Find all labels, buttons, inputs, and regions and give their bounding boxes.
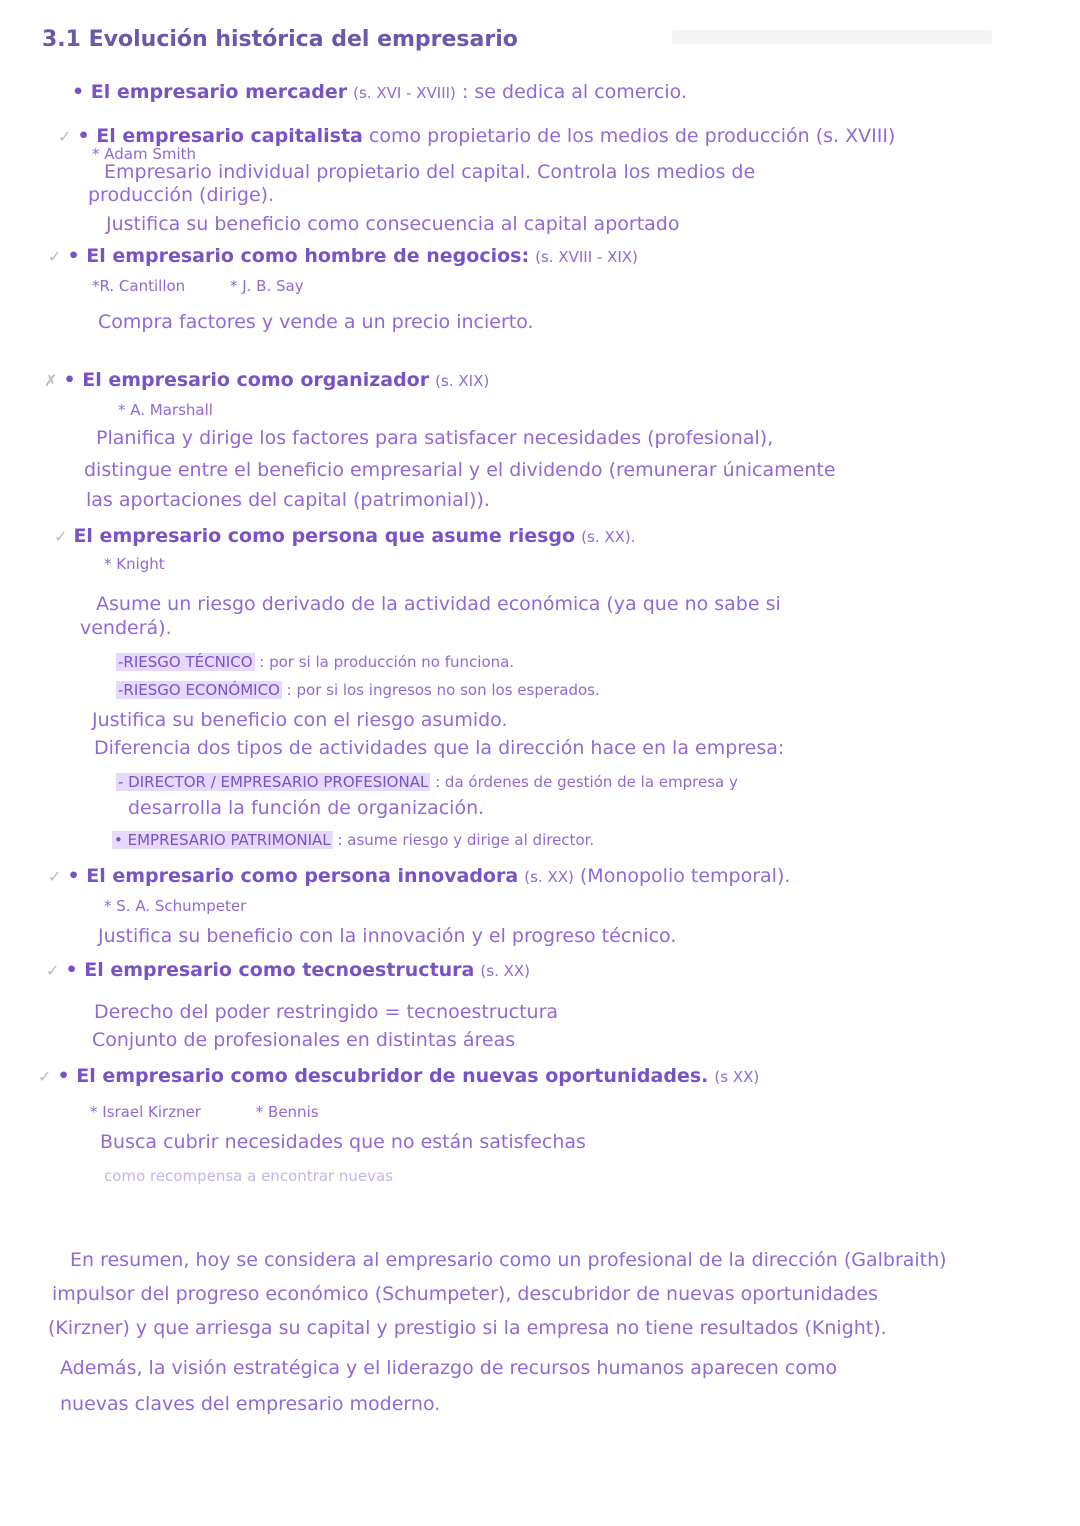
riesgo-tecnico [116,650,514,674]
text-line: Conjunto de profesionales en distintas áreas [92,1029,516,1051]
period: (s XX) [714,1068,760,1086]
faint-header-strip [672,30,992,44]
text-line: venderá). [80,617,172,639]
section-descubridor-heading [38,1064,759,1089]
text-line: Empresario individual propietario del capital. Controla los medios de [104,161,756,183]
heading: • El empresario como organizador [63,369,430,391]
text-line: desarrolla la función de organización. [128,797,485,819]
heading: El empresario como persona que asume riesgo [73,525,576,547]
term-label: • EMPRESARIO PATRIMONIAL [114,831,331,849]
author: * A. Marshall [118,401,213,419]
author: * Israel Kirzner [90,1103,201,1121]
term-text: : por si los ingresos no son los esperados. [286,681,600,699]
author: * Knight [104,555,165,573]
period: (s. XX). [581,528,636,546]
section-negocios-heading [48,244,638,269]
author: * Bennis [255,1103,319,1121]
period: (s. XIX) [435,372,490,390]
heading-rest: como propietario de los medios de producción (s. XVIII) [368,125,896,147]
text-line: Planifica y dirige los factores para satisfacer necesidades (profesional), [96,427,774,449]
text-line: producción (dirige). [88,184,275,206]
period: (s. XVIII - XIX) [535,248,638,266]
patrimonial-item [112,828,594,852]
text-line: Justifica su beneficio con la innovación y el progreso técnico. [98,925,677,947]
heading: • El empresario como descubridor de nuevas oportunidades. [57,1065,709,1087]
term-label: - DIRECTOR / EMPRESARIO PROFESIONAL [118,773,429,791]
heading: • El empresario capitalista [77,125,363,147]
heading: • El empresario como persona innovadora [67,865,519,887]
section-innovadora-heading [48,864,790,889]
section-tecnoestructura-heading [46,958,530,983]
text-line: Asume un riesgo derivado de la actividad económica (ya que no sabe si [96,593,781,615]
heading: • El empresario como tecnoestructura [65,959,475,981]
term-label: -RIESGO TÉCNICO [118,653,253,671]
summary-line: impulsor del progreso económico (Schumpeter), descubridor de nuevas oportunidades [52,1283,878,1305]
authors [92,274,304,298]
text-line: Justifica su beneficio con el riesgo asumido. [92,709,508,731]
riesgo-economico [116,678,600,702]
text-line-faint: como recompensa a encontrar nuevas [104,1167,394,1185]
check-mark-icon: ✓ [48,867,62,886]
page-title: 3.1 Evolución histórica del empresario [42,27,518,52]
period: (s. XVI - XVIII) [353,84,456,102]
text-line: las aportaciones del capital (patrimonial)). [86,489,490,511]
director-item [116,770,738,794]
note: (Monopolio temporal). [579,865,791,887]
period: (s. XX) [524,868,574,886]
author: *R. Cantillon [92,277,186,295]
check-mark-icon: ✓ [38,1067,52,1086]
section-organizador-heading [44,368,489,393]
summary-line: nuevas claves del empresario moderno. [60,1393,441,1415]
summary-line: Además, la visión estratégica y el liderazgo de recursos humanos aparecen como [60,1357,838,1379]
period: (s. XX) [480,962,531,980]
term-label: -RIESGO ECONÓMICO [118,681,280,699]
check-mark-icon: ✓ [46,961,60,980]
text-line: Justifica su beneficio como consecuencia al capital aportado [106,213,680,235]
authors [90,1100,319,1124]
cross-mark-icon: ✗ [44,371,58,390]
author: * S. A. Schumpeter [104,897,247,915]
author: * Adam Smith [92,145,197,163]
term-text: : asume riesgo y dirige al director. [337,831,595,849]
heading: • El empresario como hombre de negocios: [67,245,530,267]
check-mark-icon: ✓ [48,247,62,266]
author: * J. B. Say [229,277,304,295]
section-mercader [72,80,687,105]
text-line: Compra factores y vende a un precio incierto. [98,311,534,333]
text-line: Busca cubrir necesidades que no están satisfechas [100,1131,586,1153]
desc: : se dedica al comercio. [461,81,687,103]
text-line: Derecho del poder restringido = tecnoestructura [94,1001,559,1023]
heading: • El empresario mercader [72,81,348,103]
text-line: distingue entre el beneficio empresarial y el dividendo (remunerar únicamente [84,459,836,481]
text-line: Diferencia dos tipos de actividades que la dirección hace en la empresa: [94,737,785,759]
summary-line: En resumen, hoy se considera al empresario como un profesional de la dirección (Galbraith) [70,1249,947,1271]
term-text: : da órdenes de gestión de la empresa y [435,773,738,791]
term-text: : por si la producción no funciona. [259,653,515,671]
check-mark-icon: ✓ [58,127,72,146]
summary-line: (Kirzner) y que arriesga su capital y prestigio si la empresa no tiene resultados (Knight). [48,1317,887,1339]
section-riesgo-heading [54,524,635,549]
check-mark-icon: ✓ [54,527,68,546]
